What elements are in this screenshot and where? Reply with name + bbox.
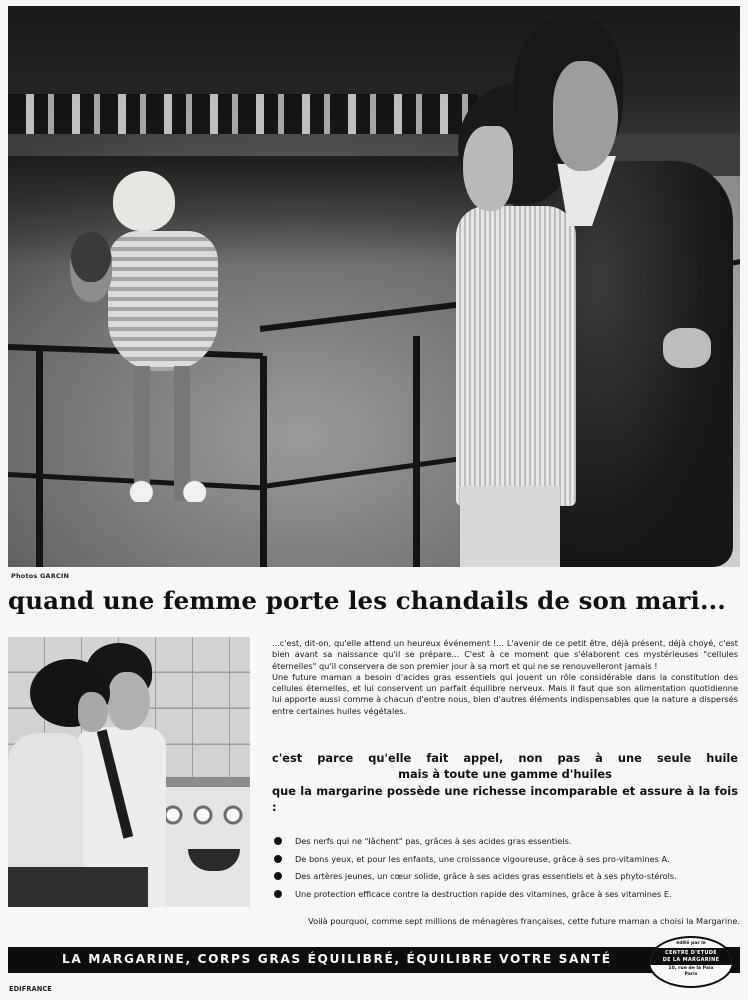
benefit-text: De bons yeux, et pour les enfants, une croissance vigoureuse, grâce à ses pro-vitamines A.	[295, 853, 670, 864]
callout-line: mais à toute une gamme d'huiles	[398, 767, 612, 782]
callout-line: c'est parce qu'elle fait appel, non pas à une seule huile	[272, 751, 738, 765]
publisher-seal	[648, 936, 734, 988]
bullet-icon	[274, 855, 282, 863]
headline: quand une femme porte les chandails de son mari...	[8, 586, 726, 615]
photo-credit: Photos GARCIN	[11, 572, 70, 580]
closing-line: Voilà pourquoi, comme sept millions de ménagères françaises, cette future maman a choisi la Margarine.	[308, 916, 740, 926]
railing-post	[413, 336, 420, 567]
benefit-item	[274, 836, 740, 854]
seal-address-line: Paris	[684, 971, 698, 977]
park-colonnade	[8, 94, 478, 134]
woman-face	[78, 692, 108, 732]
seal-name-line: DE LA MARGARINE	[662, 956, 720, 963]
benefit-text: Des artères jeunes, un cœur solide, grâce à ses acides gras essentiels et à ses phyto-stérols.	[295, 871, 677, 881]
railing-post	[36, 348, 43, 567]
publisher-credit: EDIFRANCE	[9, 985, 52, 993]
kitchen-photo	[8, 637, 250, 907]
seal-name-line: CENTRE D'ETUDE	[664, 950, 718, 956]
callout	[272, 750, 738, 815]
man-face	[553, 61, 618, 171]
woman-sweater	[456, 206, 576, 506]
benefits-list	[274, 836, 740, 906]
callout-line: que la margarine possède une richesse incomparable et assure à la fois :	[272, 783, 738, 814]
body-paragraph: ...c'est, dit-on, qu'elle attend un heureux événement !... L'avenir de ce petit être, déjà présent, déjà choyé, c'est bien avant sa naissance qu'il se prépare... C'est à ce moment que s'élaborent ces mystérieuses "cellules éternelles" qu'il conservera de son premier jour à sa mort et qui ne se renouvelleront jamais !	[272, 638, 738, 671]
body-paragraph: Une future maman a besoin d'acides gras essentiels qui jouent un rôle considérable dans la constitution des cellules éternelles, et lui conservent un parfait équilibre nerveux. Mais il faut que son alimentation quotidienne lui apporte aussi comme à chacun d'entre nous, bien d'autres éléments indispensables que la nature a dispersés entre certaines huiles végétales.	[272, 671, 738, 716]
seal-address-line: 10, rue de la Paix	[668, 966, 714, 971]
seal-name	[650, 948, 732, 965]
benefit-text: Une protection efficace contre la destruction rapide des vitamines, grâce à ses vitamines E.	[295, 888, 672, 899]
child-dress	[108, 231, 218, 371]
man-face	[108, 672, 150, 730]
slogan: LA MARGARINE, CORPS GRAS ÉQUILIBRÉ, ÉQUILIBRE VOTRE SANTÉ	[62, 952, 612, 966]
bullet-icon	[274, 837, 282, 845]
woman-hand	[663, 328, 711, 368]
child-head	[113, 171, 175, 231]
seal-address	[650, 966, 732, 977]
railing-post	[260, 356, 267, 567]
body-copy	[272, 638, 738, 717]
seal-top: édité par le	[676, 941, 706, 946]
benefit-text: Des nerfs qui ne "lâchent" pas, grâces à ses acides gras essentiels.	[295, 836, 572, 846]
child-shoes	[123, 478, 215, 502]
benefit-item	[274, 854, 740, 872]
woman-skirt	[460, 486, 560, 567]
hero-photo	[8, 6, 740, 567]
woman-face	[463, 126, 513, 211]
stove-knobs	[158, 805, 248, 825]
benefit-item	[274, 871, 740, 889]
bullet-icon	[274, 890, 282, 898]
woman-skirt	[8, 867, 148, 907]
benefit-item	[274, 889, 740, 907]
bullet-icon	[274, 872, 282, 880]
doll	[70, 232, 112, 302]
